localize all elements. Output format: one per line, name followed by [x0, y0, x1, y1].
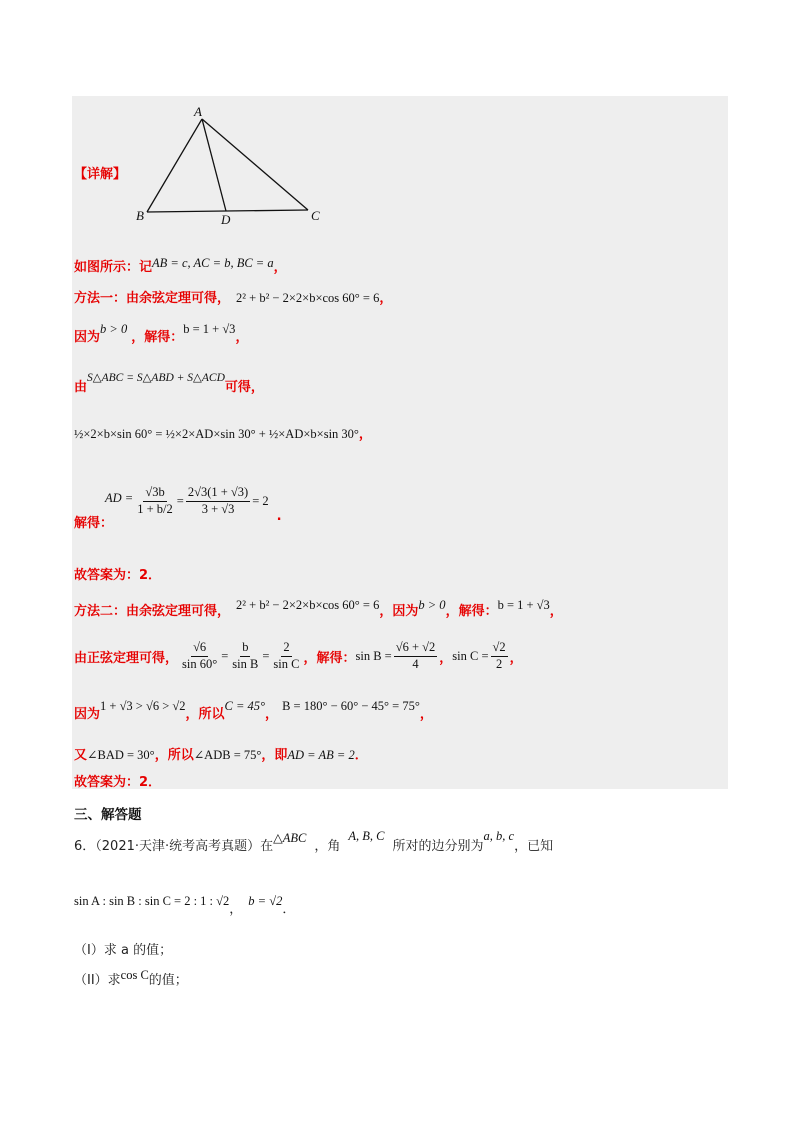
problem-condition: sin A : sin B : sin C = 2 : 1 : √2，b = √2．	[74, 894, 296, 917]
sine-law-line: 由正弦定理可得， $\frac{√6}{\sin 60^\circ}$ = $\frac{b}{\text{sin B}}$ = $\frac{2}{\text{sin C}}$ ，解得： sin B = $\frac{√6 + √2}{4}$ ， sin C = $\frac{√2}{2}$ ，	[74, 640, 523, 671]
angle-line: 因为1 + √3 > √6 > √2，所以C = 45°，B = 180° − 60° − 45° = 75°，	[74, 699, 433, 722]
area-equation-line: ½×2×b×sin 60° = ½×2×AD×sin 30° + ½×AD×b×sin 30°，	[74, 427, 372, 442]
answer-line-2: 故答案为：2．	[74, 775, 162, 790]
method-two-line: 方法二：由余弦定理可得， 2² + b² − 2×2×b×cos 60° = 6，因为b > 0，解得：b = 1 + √3，	[74, 598, 563, 619]
problem-statement: 6．（2021·天津·统考高考真题）在△ABC，角A, B, C所对的边分别为a, b, c，已知	[74, 829, 554, 854]
detail-label: 【详解】	[74, 167, 127, 182]
conclusion-line: 又∠BAD = 30°，所以∠ADB = 75°，即AD = AB = 2．	[74, 748, 368, 763]
solution-line-1: 如图所示：记AB = c, AC = b, BC = a，	[74, 256, 287, 275]
vertex-D: D	[221, 212, 231, 227]
area-relation-line: 由S△ABC = S△ABD + S△ACD可得，	[74, 372, 264, 395]
triangle-figure	[130, 100, 330, 230]
answer-line-1: 故答案为：2．	[74, 568, 162, 583]
question-2: （II）求cos C的值；	[74, 968, 188, 988]
vertex-C: C	[311, 208, 320, 223]
solve-ad-line: 解得： AD = $\frac{√3b}{1 + b/2}$ = $\frac{2√3(1 + √3)}{3 + √3}$ = 2 .	[74, 485, 282, 531]
question-1: （I）求 a 的值；	[74, 943, 173, 958]
vertex-B: B	[136, 208, 144, 223]
method-one-line: 方法一：由余弦定理可得， 2² + b² − 2×2×b×cos 60° = 6，	[74, 291, 393, 306]
vertex-A: A	[194, 104, 202, 119]
section-title: 三、解答题	[74, 807, 142, 823]
solution-line-3: 因为b > 0，解得：b = 1 + √3，	[74, 322, 249, 345]
